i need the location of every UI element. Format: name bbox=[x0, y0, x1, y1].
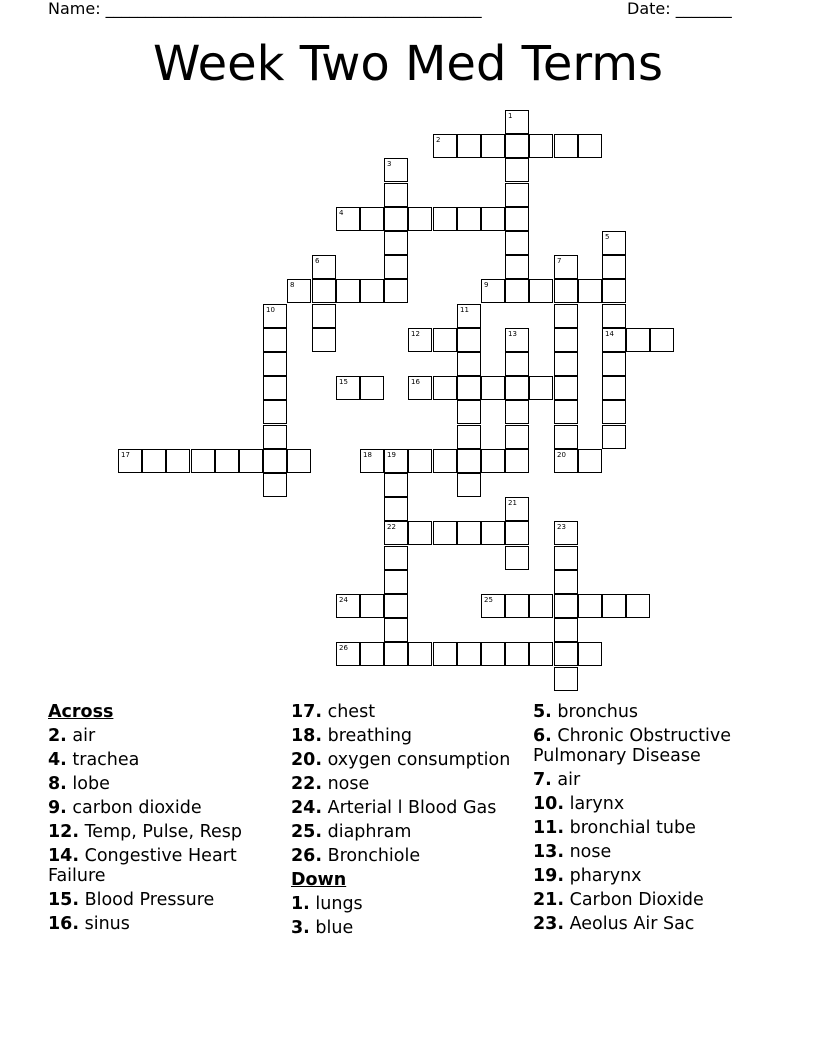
clue-number: 1 bbox=[508, 112, 513, 120]
clue-number: 16 bbox=[411, 378, 420, 386]
clue-number: 7 bbox=[557, 257, 562, 265]
grid-cell[interactable] bbox=[554, 618, 578, 642]
clue-number: 18 bbox=[363, 451, 372, 459]
grid-cell[interactable] bbox=[554, 425, 578, 449]
clue-number: 12 bbox=[411, 330, 420, 338]
clue-down-21: 21. Carbon Dioxide bbox=[533, 890, 704, 910]
grid-cell[interactable] bbox=[505, 207, 529, 231]
grid-cell[interactable] bbox=[505, 546, 529, 570]
grid-cell[interactable] bbox=[505, 521, 529, 545]
grid-cell[interactable] bbox=[554, 546, 578, 570]
grid-cell[interactable] bbox=[505, 279, 529, 303]
grid-cell[interactable] bbox=[505, 158, 529, 182]
grid-cell[interactable] bbox=[481, 207, 505, 231]
clue-across-18: 18. breathing bbox=[291, 726, 413, 746]
clue-column-1 bbox=[48, 700, 283, 936]
grid-cell[interactable] bbox=[384, 255, 408, 279]
grid-cell[interactable] bbox=[626, 594, 650, 618]
grid-cell[interactable] bbox=[602, 352, 626, 376]
grid-cell[interactable] bbox=[312, 328, 336, 352]
grid-cell[interactable] bbox=[457, 352, 481, 376]
grid-cell[interactable] bbox=[433, 521, 457, 545]
grid-cell[interactable] bbox=[505, 425, 529, 449]
grid-cell[interactable] bbox=[529, 594, 553, 618]
clue-number: 23 bbox=[557, 523, 566, 531]
grid-cell[interactable] bbox=[142, 449, 166, 473]
clue-number: 2 bbox=[436, 136, 441, 144]
grid-cell[interactable] bbox=[263, 352, 287, 376]
grid-cell[interactable] bbox=[578, 279, 602, 303]
grid-cell[interactable] bbox=[481, 134, 505, 158]
grid-cell[interactable] bbox=[505, 594, 529, 618]
grid-cell[interactable] bbox=[166, 449, 190, 473]
clue-number: 20 bbox=[557, 451, 566, 459]
clue-across-24: 24. Arterial l Blood Gas bbox=[291, 798, 497, 818]
grid-cell[interactable] bbox=[408, 207, 432, 231]
grid-cell[interactable] bbox=[263, 376, 287, 400]
grid-cell[interactable] bbox=[457, 425, 481, 449]
clue-number: 17 bbox=[121, 451, 130, 459]
clue-number: 19 bbox=[387, 451, 396, 459]
grid-cell[interactable] bbox=[457, 304, 481, 328]
grid-cell[interactable] bbox=[433, 376, 457, 400]
clue-down-11: 11. bronchial tube bbox=[533, 818, 696, 838]
clue-number: 5 bbox=[605, 233, 610, 241]
grid-cell[interactable] bbox=[433, 207, 457, 231]
grid-cell[interactable] bbox=[554, 328, 578, 352]
grid-cell[interactable] bbox=[505, 134, 529, 158]
clue-across-2: 2. air bbox=[48, 726, 96, 746]
clue-across-14: 14. Congestive Heart Failure bbox=[48, 846, 237, 886]
grid-cell[interactable] bbox=[336, 594, 360, 618]
clue-number: 25 bbox=[484, 596, 493, 604]
grid-cell[interactable] bbox=[578, 134, 602, 158]
grid-cell[interactable] bbox=[578, 594, 602, 618]
grid-cell[interactable] bbox=[457, 134, 481, 158]
grid-cell[interactable] bbox=[457, 473, 481, 497]
across-heading: Across bbox=[48, 702, 114, 722]
grid-cell[interactable] bbox=[602, 304, 626, 328]
grid-cell[interactable] bbox=[602, 231, 626, 255]
grid-cell[interactable] bbox=[481, 279, 505, 303]
grid-cell[interactable] bbox=[384, 618, 408, 642]
grid-cell[interactable] bbox=[481, 521, 505, 545]
clue-number: 22 bbox=[387, 523, 396, 531]
grid-cell[interactable] bbox=[360, 594, 384, 618]
grid-cell[interactable] bbox=[505, 376, 529, 400]
grid-cell[interactable] bbox=[602, 425, 626, 449]
grid-cell[interactable] bbox=[360, 279, 384, 303]
grid-cell[interactable] bbox=[336, 279, 360, 303]
grid-cell[interactable] bbox=[505, 255, 529, 279]
grid-cell[interactable] bbox=[191, 449, 215, 473]
name-field[interactable]: Name: _______________________________________________ bbox=[48, 0, 482, 18]
clue-across-15: 15. Blood Pressure bbox=[48, 890, 215, 910]
grid-cell[interactable] bbox=[312, 279, 336, 303]
grid-cell[interactable] bbox=[384, 207, 408, 231]
grid-cell[interactable] bbox=[408, 449, 432, 473]
date-field[interactable]: Date: _______ bbox=[627, 0, 732, 18]
grid-cell[interactable] bbox=[263, 473, 287, 497]
grid-cell[interactable] bbox=[602, 400, 626, 424]
grid-cell[interactable] bbox=[554, 352, 578, 376]
grid-cell[interactable] bbox=[384, 546, 408, 570]
grid-cell[interactable] bbox=[505, 328, 529, 352]
grid-cell[interactable] bbox=[312, 255, 336, 279]
grid-cell[interactable] bbox=[505, 642, 529, 666]
grid-cell[interactable] bbox=[505, 231, 529, 255]
grid-cell[interactable] bbox=[481, 642, 505, 666]
grid-cell[interactable] bbox=[554, 594, 578, 618]
clue-across-12: 12. Temp, Pulse, Resp bbox=[48, 822, 242, 842]
grid-cell[interactable] bbox=[505, 400, 529, 424]
clue-across-16: 16. sinus bbox=[48, 914, 130, 934]
clue-number: 10 bbox=[266, 306, 275, 314]
clue-across-9: 9. carbon dioxide bbox=[48, 798, 202, 818]
grid-cell[interactable] bbox=[554, 667, 578, 691]
grid-cell[interactable] bbox=[602, 328, 626, 352]
clue-number: 9 bbox=[484, 281, 489, 289]
grid-cell[interactable] bbox=[457, 449, 481, 473]
grid-cell[interactable] bbox=[578, 642, 602, 666]
grid-cell[interactable] bbox=[215, 449, 239, 473]
clue-across-20: 20. oxygen consumption bbox=[291, 750, 511, 770]
clue-down-6: 6. Chronic Obstructive Pulmonary Disease bbox=[533, 726, 731, 766]
grid-cell[interactable] bbox=[384, 521, 408, 545]
clue-number: 3 bbox=[387, 160, 392, 168]
clue-across-17: 17. chest bbox=[291, 702, 376, 722]
clue-down-13: 13. nose bbox=[533, 842, 612, 862]
grid-cell[interactable] bbox=[554, 376, 578, 400]
grid-cell[interactable] bbox=[481, 594, 505, 618]
grid-cell[interactable] bbox=[481, 449, 505, 473]
grid-cell[interactable] bbox=[505, 110, 529, 134]
clue-number: 21 bbox=[508, 499, 517, 507]
clue-across-8: 8. lobe bbox=[48, 774, 110, 794]
grid-cell[interactable] bbox=[529, 134, 553, 158]
grid-cell[interactable] bbox=[408, 642, 432, 666]
grid-cell[interactable] bbox=[505, 497, 529, 521]
clue-across-25: 25. diaphram bbox=[291, 822, 412, 842]
grid-cell[interactable] bbox=[554, 521, 578, 545]
grid-cell[interactable] bbox=[384, 279, 408, 303]
grid-cell[interactable] bbox=[457, 376, 481, 400]
grid-cell[interactable] bbox=[457, 207, 481, 231]
clue-number: 4 bbox=[339, 209, 344, 217]
grid-cell[interactable] bbox=[505, 352, 529, 376]
grid-cell[interactable] bbox=[529, 376, 553, 400]
clue-across-26: 26. Bronchiole bbox=[291, 846, 421, 866]
grid-cell[interactable] bbox=[384, 594, 408, 618]
grid-cell[interactable] bbox=[554, 255, 578, 279]
grid-cell[interactable] bbox=[554, 304, 578, 328]
grid-cell[interactable] bbox=[529, 279, 553, 303]
grid-cell[interactable] bbox=[384, 570, 408, 594]
grid-cell[interactable] bbox=[263, 328, 287, 352]
clue-number: 14 bbox=[605, 330, 614, 338]
grid-cell[interactable] bbox=[433, 134, 457, 158]
clue-number: 24 bbox=[339, 596, 348, 604]
grid-cell[interactable] bbox=[239, 449, 263, 473]
grid-cell[interactable] bbox=[384, 449, 408, 473]
grid-cell[interactable] bbox=[336, 376, 360, 400]
clue-down-5: 5. bronchus bbox=[533, 702, 639, 722]
grid-cell[interactable] bbox=[336, 207, 360, 231]
grid-cell[interactable] bbox=[384, 231, 408, 255]
grid-cell[interactable] bbox=[602, 376, 626, 400]
grid-cell[interactable] bbox=[384, 158, 408, 182]
clue-down-23: 23. Aeolus Air Sac bbox=[533, 914, 695, 934]
grid-cell[interactable] bbox=[554, 400, 578, 424]
clue-number: 13 bbox=[508, 330, 517, 338]
grid-cell[interactable] bbox=[263, 449, 287, 473]
clue-number: 11 bbox=[460, 306, 469, 314]
grid-cell[interactable] bbox=[360, 376, 384, 400]
grid-cell[interactable] bbox=[554, 570, 578, 594]
clue-down-1: 1. lungs bbox=[291, 894, 363, 914]
grid-cell[interactable] bbox=[360, 207, 384, 231]
grid-cell[interactable] bbox=[554, 642, 578, 666]
clue-across-22: 22. nose bbox=[291, 774, 370, 794]
grid-cell[interactable] bbox=[433, 642, 457, 666]
grid-cell[interactable] bbox=[626, 328, 650, 352]
grid-cell[interactable] bbox=[118, 449, 142, 473]
grid-cell[interactable] bbox=[554, 449, 578, 473]
grid-cell[interactable] bbox=[505, 183, 529, 207]
clue-column-3 bbox=[533, 700, 773, 936]
grid-cell[interactable] bbox=[263, 304, 287, 328]
grid-cell[interactable] bbox=[457, 328, 481, 352]
clue-number: 8 bbox=[290, 281, 295, 289]
grid-cell[interactable] bbox=[457, 521, 481, 545]
down-heading: Down bbox=[291, 870, 347, 890]
clue-number: 6 bbox=[315, 257, 320, 265]
clue-number: 26 bbox=[339, 644, 348, 652]
grid-cell[interactable] bbox=[554, 134, 578, 158]
clue-number: 15 bbox=[339, 378, 348, 386]
grid-cell[interactable] bbox=[336, 642, 360, 666]
grid-cell[interactable] bbox=[263, 400, 287, 424]
grid-cell[interactable] bbox=[360, 449, 384, 473]
grid-cell[interactable] bbox=[602, 255, 626, 279]
grid-cell[interactable] bbox=[360, 642, 384, 666]
grid-cell[interactable] bbox=[505, 449, 529, 473]
grid-cell[interactable] bbox=[287, 279, 311, 303]
grid-cell[interactable] bbox=[263, 425, 287, 449]
grid-cell[interactable] bbox=[457, 400, 481, 424]
grid-cell[interactable] bbox=[384, 473, 408, 497]
clue-down-7: 7. air bbox=[533, 770, 581, 790]
grid-cell[interactable] bbox=[408, 376, 432, 400]
grid-cell[interactable] bbox=[287, 449, 311, 473]
clue-across-4: 4. trachea bbox=[48, 750, 140, 770]
grid-cell[interactable] bbox=[578, 449, 602, 473]
clue-down-10: 10. larynx bbox=[533, 794, 625, 814]
grid-cell[interactable] bbox=[529, 642, 553, 666]
grid-cell[interactable] bbox=[650, 328, 674, 352]
grid-cell[interactable] bbox=[384, 497, 408, 521]
grid-cell[interactable] bbox=[554, 279, 578, 303]
grid-cell[interactable] bbox=[312, 304, 336, 328]
grid-cell[interactable] bbox=[384, 183, 408, 207]
grid-cell[interactable] bbox=[408, 328, 432, 352]
grid-cell[interactable] bbox=[433, 449, 457, 473]
grid-cell[interactable] bbox=[602, 279, 626, 303]
clue-down-19: 19. pharynx bbox=[533, 866, 642, 886]
clue-column-2 bbox=[291, 700, 526, 940]
grid-cell[interactable] bbox=[602, 594, 626, 618]
grid-cell[interactable] bbox=[433, 328, 457, 352]
grid-cell[interactable] bbox=[384, 642, 408, 666]
page-title: Week Two Med Terms bbox=[152, 36, 664, 92]
grid-cell[interactable] bbox=[481, 376, 505, 400]
clue-down-3: 3. blue bbox=[291, 918, 354, 938]
grid-cell[interactable] bbox=[457, 642, 481, 666]
grid-cell[interactable] bbox=[408, 521, 432, 545]
